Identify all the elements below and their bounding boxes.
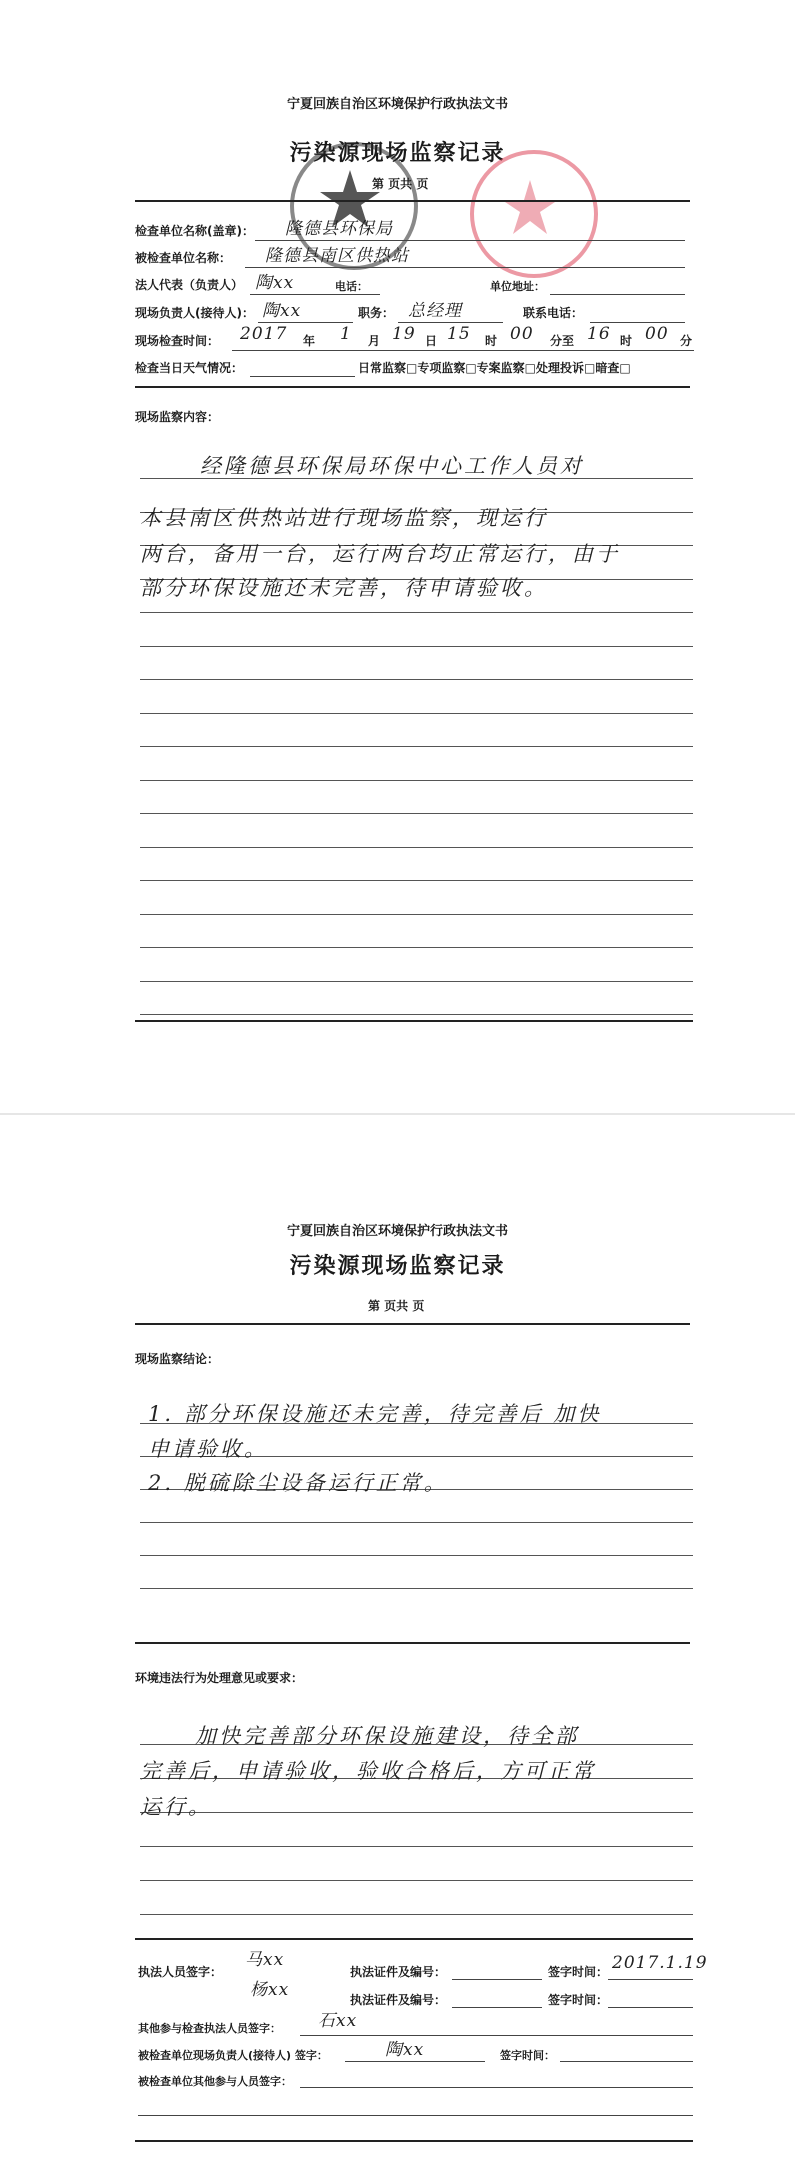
header-divider xyxy=(135,386,690,388)
inspecting-unit-label: 检查单位名称(盖章)： xyxy=(135,224,254,238)
cert-underline-2 xyxy=(452,2007,542,2008)
site-lead-sign-underline xyxy=(345,2061,485,2062)
address-label: 单位地址： xyxy=(490,280,545,293)
weather-label: 检查当日天气情况： xyxy=(135,361,244,375)
sign-time-underline-1 xyxy=(608,1979,693,1980)
signature-divider xyxy=(135,1938,693,1940)
ruled-line xyxy=(140,646,693,647)
time-min-start: 00 xyxy=(510,324,534,344)
page-2-bottom-divider xyxy=(135,2140,693,2142)
ruled-line xyxy=(140,880,693,881)
time-hour-unit-2: 时 xyxy=(620,334,633,348)
opinion-line-2: 完善后，申请验收，验收合格后，方可正常 xyxy=(140,1759,596,1783)
sign-time-label-2: 签字时间： xyxy=(548,1993,609,2007)
page-number-2: 第 页共 页 xyxy=(368,1299,425,1313)
inspected-unit-underline xyxy=(245,267,685,268)
ruled-line xyxy=(140,746,693,747)
ruled-line xyxy=(140,947,693,948)
legal-rep-underline xyxy=(250,294,380,295)
seal-star-red-icon xyxy=(474,154,586,266)
page-2-top-divider xyxy=(135,1323,690,1325)
opinion-line-3: 运行。 xyxy=(140,1795,212,1819)
document-title: 污染源现场监察记录 xyxy=(289,141,506,166)
contact-phone-underline xyxy=(590,322,685,323)
site-lead-value: 陶xx xyxy=(262,301,302,321)
ruled-line xyxy=(140,847,693,848)
position-value: 总经理 xyxy=(408,301,462,321)
ruled-line xyxy=(140,1914,693,1915)
official-seal-red xyxy=(470,150,598,278)
opinion-line-1: 加快完善部分环保设施建设，待全部 xyxy=(195,1724,579,1748)
page-1-bottom-divider xyxy=(135,1020,693,1022)
address-underline xyxy=(550,294,685,295)
inspection-time-underline xyxy=(232,350,694,351)
sign-time-label-3: 签字时间： xyxy=(500,2049,555,2062)
inspecting-unit-value: 隆德县环保局 xyxy=(285,219,393,239)
ruled-line xyxy=(140,1522,693,1523)
time-day-unit: 日 xyxy=(425,334,438,348)
ruled-line xyxy=(140,1880,693,1881)
sign-time-underline-3 xyxy=(560,2061,693,2062)
site-lead-underline xyxy=(258,322,353,323)
ruled-line xyxy=(140,679,693,680)
ruled-line xyxy=(140,813,693,814)
inspection-type-options: 日常监察□专项监察□专案监察□处理投诉□暗查□ xyxy=(358,361,631,375)
opinion-label: 环境违法行为处理意见或要求： xyxy=(135,1671,304,1685)
other-officers-underline xyxy=(300,2035,693,2036)
position-underline xyxy=(398,322,503,323)
conclusion-line-3: 2. 脱硫除尘设备运行正常。 xyxy=(148,1471,448,1495)
time-hour-unit: 时 xyxy=(485,334,498,348)
other-participants-label: 被检查单位其他参与人员签字： xyxy=(138,2075,292,2088)
time-year-unit: 年 xyxy=(303,334,316,348)
conclusion-label: 现场监察结论： xyxy=(135,1352,220,1366)
ruled-line xyxy=(140,713,693,714)
time-hour-start: 15 xyxy=(447,324,471,344)
cert-label-1: 执法证件及编号： xyxy=(350,1965,447,1979)
time-min-unit: 分 xyxy=(680,334,693,348)
other-officers-signature: 石xx xyxy=(318,2011,358,2031)
other-participants-underline xyxy=(300,2087,693,2088)
content-line-3: 两台，备用一台，运行两台均正常运行，由于 xyxy=(140,542,620,566)
site-lead-signature: 陶xx xyxy=(385,2040,425,2060)
conclusion-line-2: 申请验收。 xyxy=(148,1437,268,1461)
officer-signature-1: 马xx xyxy=(245,1950,285,1970)
content-line-1: 经隆德县环保局环保中心工作人员对 xyxy=(200,454,584,478)
legal-rep-value: 陶xx xyxy=(255,273,295,293)
site-lead-label: 现场负责人(接待人)： xyxy=(135,306,254,320)
ruled-line xyxy=(140,914,693,915)
time-month: 1 xyxy=(340,324,352,344)
inspection-time-label: 现场检查时间： xyxy=(135,334,220,348)
ruled-line xyxy=(140,981,693,982)
page-number: 第 页共 页 xyxy=(372,177,429,191)
contact-phone-label: 联系电话： xyxy=(523,306,584,320)
cert-underline-1 xyxy=(452,1979,542,1980)
time-min-to: 分至 xyxy=(550,334,575,348)
ruled-line xyxy=(140,1555,693,1556)
time-month-unit: 月 xyxy=(368,334,381,348)
ruled-line xyxy=(140,1846,693,1847)
time-year: 2017 xyxy=(240,324,288,344)
inspected-unit-label: 被检查单位名称： xyxy=(135,251,232,265)
ruled-line xyxy=(140,612,693,613)
other-officers-label: 其他参与检查执法人员签字： xyxy=(138,2022,281,2035)
opinion-divider xyxy=(135,1642,690,1644)
sign-time-underline-2 xyxy=(608,2007,693,2008)
document-title-2: 污染源现场监察记录 xyxy=(289,1254,506,1279)
signature-extra-line xyxy=(138,2115,693,2116)
officer-sign-label: 执法人员签字： xyxy=(138,1965,223,1979)
site-lead-sign-label: 被检查单位现场负责人(接待人) 签字： xyxy=(138,2049,328,2062)
ruled-line xyxy=(140,780,693,781)
time-hour-end: 16 xyxy=(587,324,611,344)
time-day: 19 xyxy=(392,324,416,344)
ruled-line xyxy=(140,1588,693,1589)
sign-time-value: 2017.1.19 xyxy=(612,1953,708,1973)
conclusion-line-1: 1. 部分环保设施还未完善，待完善后 加快 xyxy=(148,1402,602,1426)
sign-time-label-1: 签字时间： xyxy=(548,1965,609,1979)
cert-label-2: 执法证件及编号： xyxy=(350,1993,447,2007)
document-header: 宁夏回族自治区环境保护行政执法文书 xyxy=(286,97,508,112)
content-line-4: 部分环保设施还未完善，待申请验收。 xyxy=(140,576,548,600)
time-min-end: 00 xyxy=(645,324,669,344)
ruled-line xyxy=(140,1812,693,1813)
weather-underline xyxy=(250,376,355,377)
officer-signature-2: 杨xx xyxy=(250,1980,290,2000)
top-divider xyxy=(135,200,690,202)
position-label: 职务： xyxy=(358,306,395,320)
legal-rep-label: 法人代表（负责人） xyxy=(135,278,244,292)
content-label: 现场监察内容： xyxy=(135,410,220,424)
inspected-unit-value: 隆德县南区供热站 xyxy=(265,246,409,266)
document-page-2 xyxy=(0,1115,795,2178)
content-line-2: 本县南区供热站进行现场监察，现运行 xyxy=(140,506,548,530)
phone-label: 电话： xyxy=(335,280,368,293)
ruled-line xyxy=(140,1014,693,1015)
document-header-2: 宁夏回族自治区环境保护行政执法文书 xyxy=(286,1224,508,1239)
